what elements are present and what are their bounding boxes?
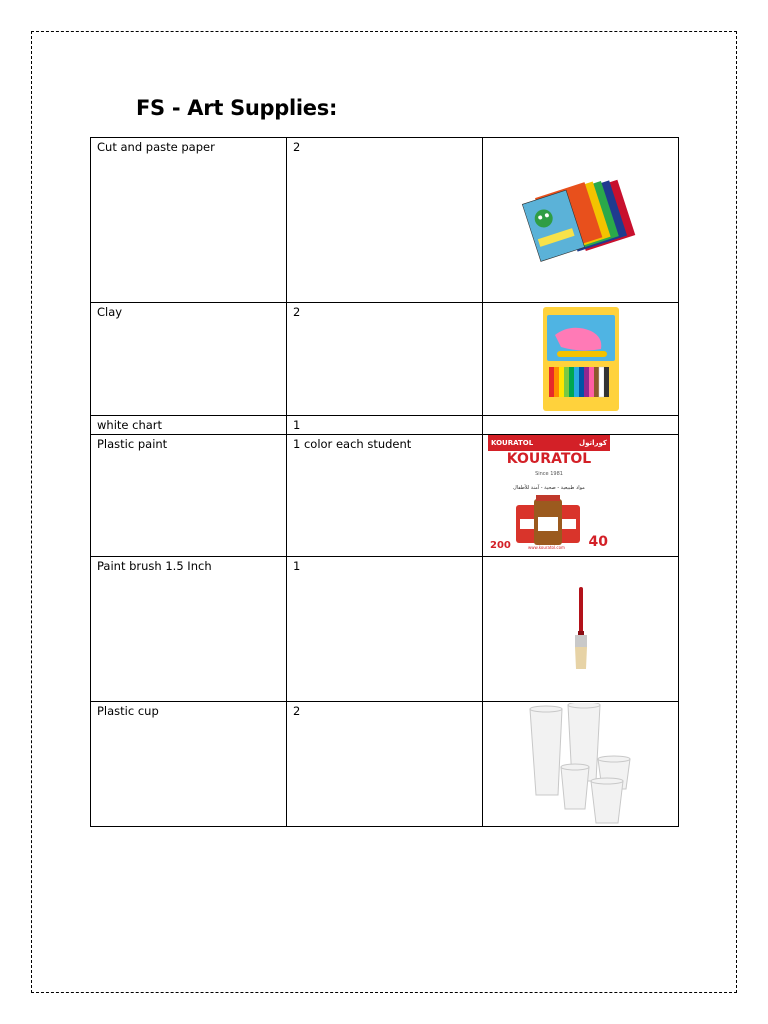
kouratol-price-left: 200 [490,540,511,551]
supplies-table [90,137,679,827]
kouratol-paint-image [483,435,679,557]
quantity-cell: 2 [287,138,483,303]
table-row [91,303,679,416]
item-cell: Clay [91,303,287,416]
item-cell: Cut and paste paper [91,138,287,303]
item-cell: white chart [91,416,287,435]
quantity-cell: 1 [287,557,483,702]
table-row [91,416,679,435]
quantity-cell: 1 color each student [287,435,483,557]
table-row [91,557,679,702]
kouratol-website: www.kouratol.com [528,545,565,550]
page-title: FS - Art Supplies: [136,96,338,120]
quantity-cell: 2 [287,303,483,416]
plastic-cups-image [483,702,679,827]
table-row [91,435,679,557]
paint-brush-image [483,557,679,702]
item-cell: Plastic paint [91,435,287,557]
colored-paper-pack-image [483,138,679,303]
table-row [91,138,679,303]
kouratol-price-right: 40 [588,534,608,550]
kouratol-since: Since 1981 [535,471,563,477]
kouratol-brand: KOURATOL [506,451,592,467]
item-cell: Plastic cup [91,702,287,827]
empty-image-cell [483,416,679,435]
kouratol-banner-right: كوراتول [579,439,607,447]
kouratol-tagline: مواد طبيعية - صحية - آمنة للأطفال [513,485,585,491]
quantity-cell: 2 [287,702,483,827]
item-cell: Paint brush 1.5 Inch [91,557,287,702]
kouratol-banner-left: KOURATOL [491,439,534,447]
table-row [91,702,679,827]
clay-pack-image [483,303,679,416]
quantity-cell: 1 [287,416,483,435]
